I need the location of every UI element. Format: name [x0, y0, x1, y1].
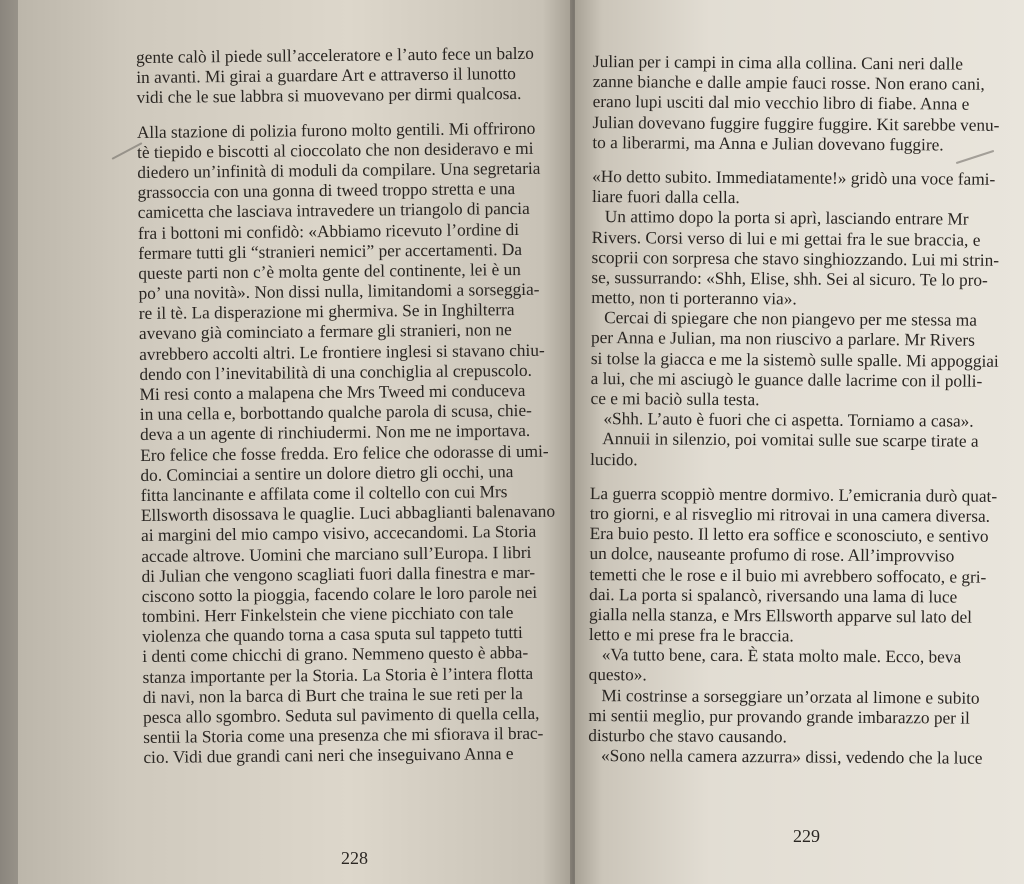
text-line: erano lupi usciti dal mio vecchio libro di fiabe. Anna e	[592, 92, 970, 115]
text-line: do. Cominciai a sentire un dolore dietro gli occhi, una	[140, 461, 514, 485]
text-line: Un attimo dopo la porta si aprì, lasciando entrare Mr	[591, 207, 969, 229]
text-line: fitta lancinante e affilata come il coltello con cui Mrs	[140, 482, 508, 505]
text-line: Julian dovevano fuggire fuggire fuggire. Kit sarebbe venu-	[592, 112, 1000, 135]
text-line: a lui, che mi asciugò le guance dalle lacrime con il polli-	[590, 368, 983, 391]
left-page-text	[136, 44, 558, 769]
text-line: to a liberarmi, ma Anna e Julian dovevano fuggire.	[592, 132, 944, 155]
page-number: 228	[341, 848, 368, 868]
text-line: per Anna e Julian, ma non riuscivo a parlare. Mr Rivers	[590, 328, 975, 351]
text-line: fermare tutti gli “stranieri nemici” per accertamenti. Da	[138, 239, 523, 263]
text-line: La guerra scoppiò mentre dormivo. L’emicrania durò quat-	[589, 483, 998, 506]
text-line: un dolce, nauseante profumo di rose. All’improvviso	[589, 544, 955, 566]
text-line: disturbo che stavo causando.	[588, 725, 787, 747]
text-line: tro giorni, e al risveglio mi ritrovai in una camera diversa.	[589, 503, 991, 526]
text-line: re il tè. La disperazione mi ghermiva. Se in Inghilterra	[138, 300, 515, 324]
text-line: tombini. Herr Finkelstein che viene picchiato con tale	[141, 603, 514, 627]
text-line: deva a un agente di rinchiudermi. Non me ne importava.	[139, 421, 531, 445]
text-line: Annuii in silenzio, poi vomitai sulle sue scarpe tirate a	[590, 429, 979, 452]
text-line: dendo con l’inevitabilità di una conchiglia al crepuscolo.	[139, 360, 533, 384]
text-line: «Shh. L’auto è fuori che ci aspetta. Torniamo a casa».	[590, 409, 974, 431]
text-line: scoprii con sorpresa che stavo singhiozzando. Lui mi strin-	[591, 247, 1000, 270]
text-line: dai. La porta si spalancò, riversando una lama di luce	[589, 584, 958, 607]
text-line: Alla stazione di polizia furono molto gentili. Mi offrirono	[136, 118, 536, 142]
text-line: in avanti. Mi girai a guardare Art e attraverso il lunotto	[136, 64, 516, 88]
text-line: questo».	[588, 665, 647, 685]
text-line: ciscono sotto la pioggia, facendo colare le loro parole nei	[141, 582, 538, 606]
text-line: cio. Vidi due grandi cani neri che inseguivano Anna e	[143, 744, 514, 768]
text-line: Mi costrinse a sorseggiare un’orzata al limone e subito	[588, 685, 980, 708]
text-line: vidi che le sue labbra si muovevano per dirmi qualcosa.	[136, 84, 522, 108]
text-line: zanne bianche e dalle ampie fauci rosse. Non erano cani,	[592, 72, 985, 94]
text-line: accade altrove. Uomini che marciano sull’Europa. I libri	[141, 542, 532, 566]
right-page-text	[588, 52, 1001, 769]
text-line: stanza importante per la Storia. La Storia è l’intera flotta	[142, 663, 534, 687]
text-line: avrebbero accolti altri. Le frontiere inglesi si stavano chiu-	[139, 340, 545, 364]
text-line: se, sussurrando: «Shh, Elise, shh. Sei al sicuro. Te lo pro-	[591, 267, 988, 290]
text-line: tè tiepido e biscotti al cioccolato che non desideravo e mi	[136, 138, 534, 162]
text-line: Julian per i campi in cima alla collina. Cani neri dalle	[592, 52, 963, 74]
text-line: Ellsworth disossava le quaglie. Luci abbaglianti balenavano	[140, 501, 556, 526]
page-number: 229	[793, 826, 820, 846]
text-line: mi sentii meglio, pur provando grande imbarazzo per il	[588, 705, 970, 728]
text-line: Mi resi conto a malapena che Mrs Tweed mi conduceva	[139, 380, 526, 404]
text-line: «Va tutto bene, cara. È stata molto male. Ecco, beva	[588, 645, 962, 667]
text-line: ai margini del mio campo visivo, accecandomi. La Storia	[141, 522, 537, 546]
text-line: gialla nella stanza, e Mrs Ellsworth apparve sul lato del	[589, 604, 973, 627]
left-page	[18, 0, 570, 884]
text-line: po’ una novità». Non dissi nulla, limitandomi a sorseggia-	[138, 279, 540, 304]
text-line: di Julian che vengono scagliati fuori dalla finestra e mar-	[141, 562, 536, 586]
text-line: temetti che le rose e il buio mi avrebbero soffocato, e gri-	[589, 564, 987, 587]
text-line: Era buio pesto. Il letto era soffice e sconosciuto, e sentivo	[589, 524, 989, 546]
text-line: diedero un’infinità di moduli da compilare. Una segretaria	[137, 158, 541, 182]
text-line: metto, non ti porteranno via».	[591, 288, 797, 309]
text-line: Ero felice che fosse fredda. Ero felice che odorasse di umi-	[140, 441, 549, 465]
text-line: i denti come chicchi di grano. Nemmeno questo è abba-	[142, 643, 529, 667]
text-line: fra i bottoni mi confidò: «Abbiamo ricevuto l’ordine di	[137, 219, 520, 243]
text-line: queste parti non c’è molta gente del continente, lei è un	[138, 259, 521, 283]
text-line: liare fuori dalla cella.	[591, 187, 740, 208]
text-line: Rivers. Corsi verso di lui e mi gettai fra le sue braccia, e	[591, 227, 981, 250]
text-line: grassoccia con una gonna di tweed troppo stretta e una	[137, 179, 516, 203]
text-line: «Sono nella camera azzurra» dissi, vedendo che la luce	[588, 746, 983, 768]
text-line: si tolse la giacca e me la sistemò sulle spalle. Mi appoggiai	[590, 348, 999, 371]
text-line: lucido.	[590, 449, 638, 469]
text-line: violenza che quando torna a casa sputa sul tappeto tutti	[142, 623, 523, 647]
text-line: «Ho detto subito. Immediatamente!» gridò una voce fami-	[592, 166, 996, 189]
text-line: di navi, non la barca di Burt che traina le sue reti per la	[142, 683, 523, 707]
text-line: Cercai di spiegare che non piangevo per me stessa ma	[591, 308, 978, 330]
right-page	[575, 0, 1024, 884]
text-line: avevano già cominciato a fermare gli stranieri, non ne	[138, 320, 512, 344]
text-line: letto e mi prese fra le braccia.	[588, 625, 794, 646]
text-line: sentii la Storia come una presenza che mi sfiorava il brac-	[143, 723, 544, 748]
text-line: ce e mi baciò sulla testa.	[590, 388, 760, 410]
text-line: camicetta che lasciava intravedere un triangolo di pancia	[137, 199, 530, 223]
text-line: in una cella e, borbottando qualche parola di scusa, chie-	[139, 401, 532, 425]
text-line: gente calò il piede sull’acceleratore e l’auto fece un balzo	[136, 43, 534, 67]
text-line: pesca allo sgombro. Seduta sul pavimento di quella cella,	[142, 703, 540, 727]
